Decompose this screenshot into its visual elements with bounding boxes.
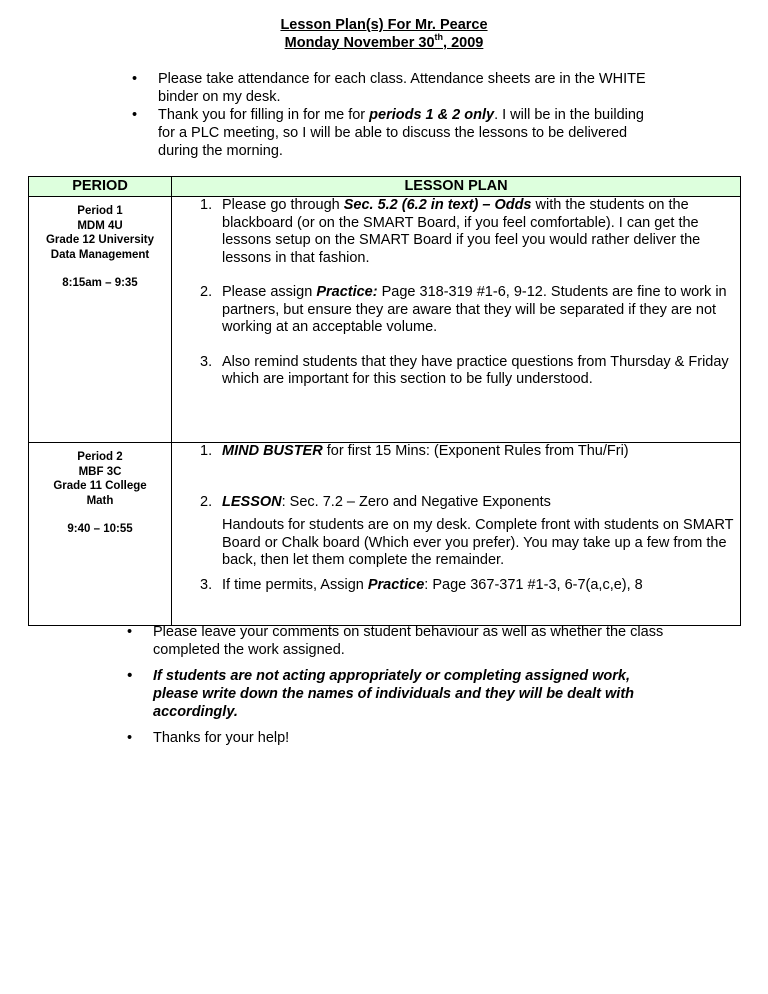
list-item: 1. Please go through Sec. 5.2 (6.2 in text) – Odds with the students on the blackboard (or on the SMART Board, if you feel comfortable). I can get the lessons setup on the SMART Board if you feel you would rather deliver the lessons in that fashion. [200, 197, 701, 266]
thank-you-bullet: • Thank you for filling in for me for periods 1 & 2 only. I will be in the building for a PLC meeting, so I will be able to discuss the lessons to be delivered during the morning. [132, 106, 652, 160]
list-item: 3. Also remind students that they have practice questions from Thursday & Friday which are important for this section to be fully understood. [200, 353, 729, 387]
thanks-bullet: • Thanks for your help! [127, 729, 667, 747]
period-column-header: PERIOD [29, 177, 172, 197]
list-item: 2. Please assign Practice: Page 318-319 #1-6, 9-12. Students are fine to work in partners, but ensure they are aware that they will be separated if they are not working at an acceptable volume. [200, 284, 727, 335]
closing-bullet-list [127, 623, 667, 755]
period-1-plan-list [172, 197, 740, 389]
comments-bullet: • Please leave your comments on student behaviour as well as whether the class completed the work assigned. [127, 623, 667, 659]
lesson-plan-column-header: LESSON PLAN [172, 177, 741, 197]
period-2-plan-cell [172, 443, 741, 626]
page-title: Lesson Plan(s) For Mr. Pearce [280, 17, 488, 33]
attendance-bullet: • Please take attendance for each class. Attendance sheets are in the WHITE binder on my desk. [132, 70, 652, 106]
table-row [29, 197, 741, 443]
period-1-plan-cell [172, 197, 741, 443]
intro-bullet-list [132, 70, 652, 160]
period-1-cell: Period 1 MDM 4U Grade 12 University Data Management 8:15am – 9:35 [29, 197, 172, 443]
period-2-time: 9:40 – 10:55 [67, 523, 133, 535]
list-item: 1. MIND BUSTER for first 15 Mins: (Exponent Rules from Thu/Fri) [200, 443, 629, 459]
handouts-note: Handouts for students are on my desk. Complete front with students on SMART Board or Chalk board (Which ever you prefer). You may take up a few from the back, then let them complete the remainder. [222, 517, 734, 568]
behaviour-warning-bullet: • If students are not acting appropriately or completing assigned work, please write down the names of individuals and they will be dealt with accordingly. [127, 667, 667, 721]
page-date: Monday November 30th, 2009 [284, 32, 484, 51]
list-item: 3. If time permits, Assign Practice: Page 367-371 #1-3, 6-7(a,c,e), 8 [200, 576, 643, 593]
page-header [0, 16, 768, 52]
period-2-cell: Period 2 MBF 3C Grade 11 College Math 9:40 – 10:55 [29, 443, 172, 626]
table-row [29, 443, 741, 626]
period-1-time: 8:15am – 9:35 [62, 277, 138, 289]
list-item: 2. LESSON: Sec. 7.2 – Zero and Negative Exponents [200, 493, 551, 510]
table-header-row [29, 177, 741, 197]
lesson-plan-table [28, 176, 741, 626]
period-2-plan-list-cont [172, 577, 740, 595]
period-2-plan-list [172, 443, 740, 511]
